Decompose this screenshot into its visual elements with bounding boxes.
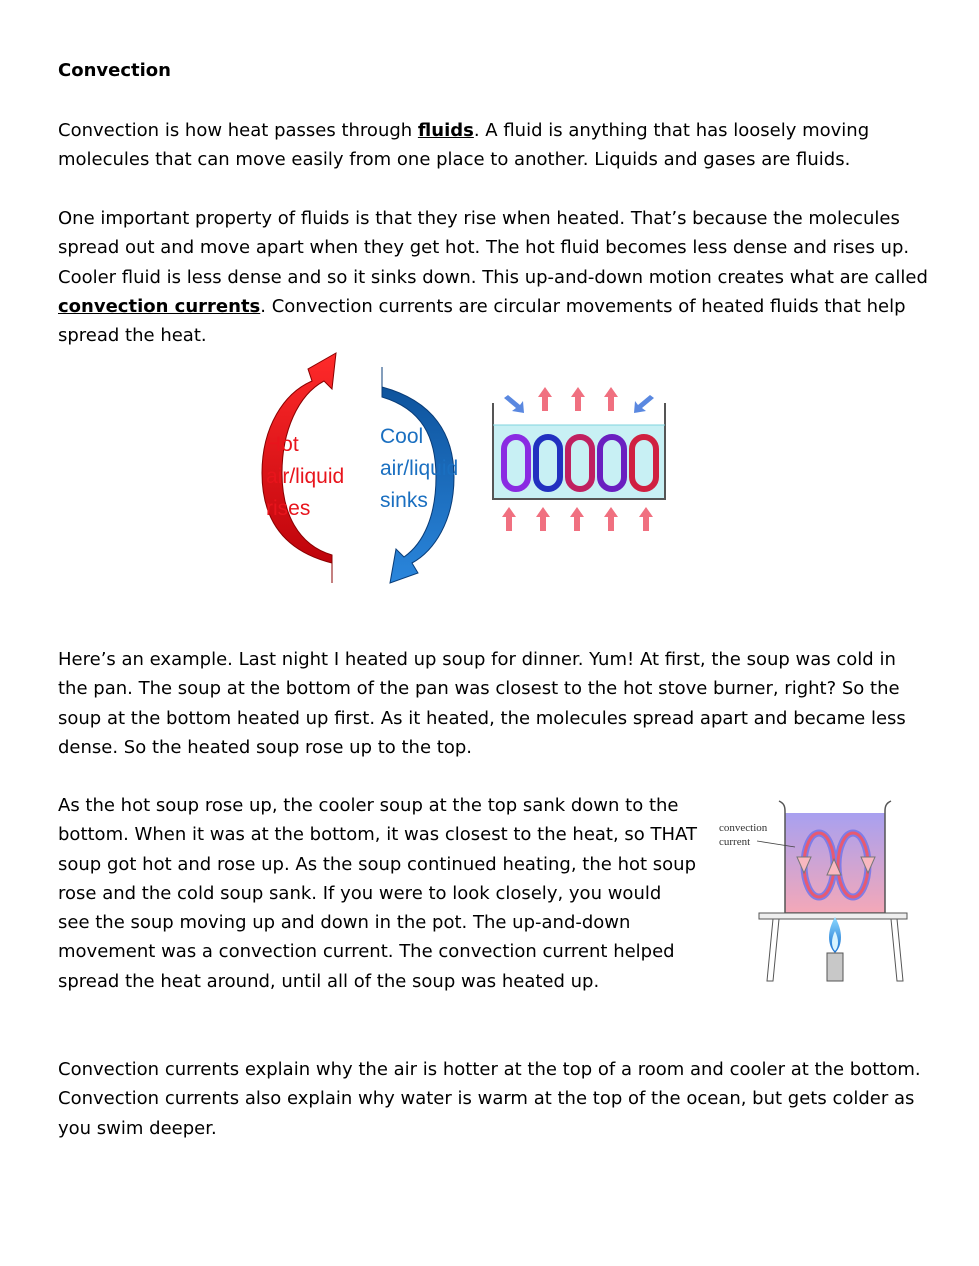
svg-text:air/liquid <box>266 465 344 488</box>
p1-text-after: . A fluid is anything that has loosely moving molecules that can move easily from one place to another. Liquids and gases are fluids. <box>58 120 870 171</box>
svg-text:convection <box>719 822 768 834</box>
term-convection-currents: convection currents <box>58 295 261 317</box>
p2-text-before: One important property of fluids is that they rise when heated. That’s because the molecules spread out and move apart when they get hot. The hot fluid becomes less dense and rises up. Cooler fluid is less dense and so it sinks down. This up-and-down motion creates what are called <box>58 208 928 288</box>
cool-label-line2: air/liquid <box>380 457 459 480</box>
convection-tank <box>493 387 665 531</box>
paragraph-soup-example: Here’s an example. Last night I heated up soup for dinner. Yum! At first, the soup was cold in the pan. The soup at the bottom of the pan was closest to the hot stove burner, right? So the soup at the bottom heated up first. As it heated, the molecules spread apart and became less dense. So the heated soup rose up to the top. <box>58 649 906 758</box>
hot-label-line1: Hot <box>266 433 299 456</box>
hot-label-line2: air/liquid <box>266 465 345 488</box>
pot-convection-figure <box>715 795 915 990</box>
hot-label-line3: rises <box>266 497 311 520</box>
svg-text:rises <box>266 497 310 520</box>
p2-text-after: . Convection currents are circular movements of heated fluids that help spread the heat. <box>58 295 906 347</box>
svg-text:Hot <box>266 433 299 456</box>
paragraph-room-ocean: Convection currents explain why the air is hotter at the top of a room and cooler at the bottom. Convection currents also explain why water is warm at the top of the ocean, but gets colder as you swim deeper. <box>58 1059 921 1139</box>
svg-text:current <box>719 836 750 848</box>
page-title: Convection <box>58 60 171 81</box>
cool-label-line1: Cool <box>380 425 424 448</box>
paragraph-fluids <box>58 116 928 175</box>
convection-cycle-figure <box>240 345 670 590</box>
term-fluids: fluids <box>417 120 474 141</box>
convection-label-line2: current <box>719 836 751 848</box>
convection-label-line1: convection <box>719 822 768 834</box>
svg-text:Cool <box>380 425 423 448</box>
cool-label-line3: sinks <box>380 489 428 512</box>
paragraph-soup-current: As the hot soup rose up, the cooler soup at the top sank down to the bottom. When it was at the bottom, it was closest to the heat, so THAT soup got hot and rose up. As the soup continued heating, the hot soup rose and the cold soup sank. If you were to look closely, you would see the soup moving up and down in the pot. The up-and-down movement was a convection current. The convection current helped spread the heat around, until all of the soup was heated up. <box>58 795 697 992</box>
p1-text-before: Convection is how heat passes through <box>58 120 418 141</box>
paragraph-convection-currents <box>58 204 928 350</box>
svg-text:sinks <box>380 489 428 512</box>
svg-text:air/liquid <box>380 457 458 480</box>
